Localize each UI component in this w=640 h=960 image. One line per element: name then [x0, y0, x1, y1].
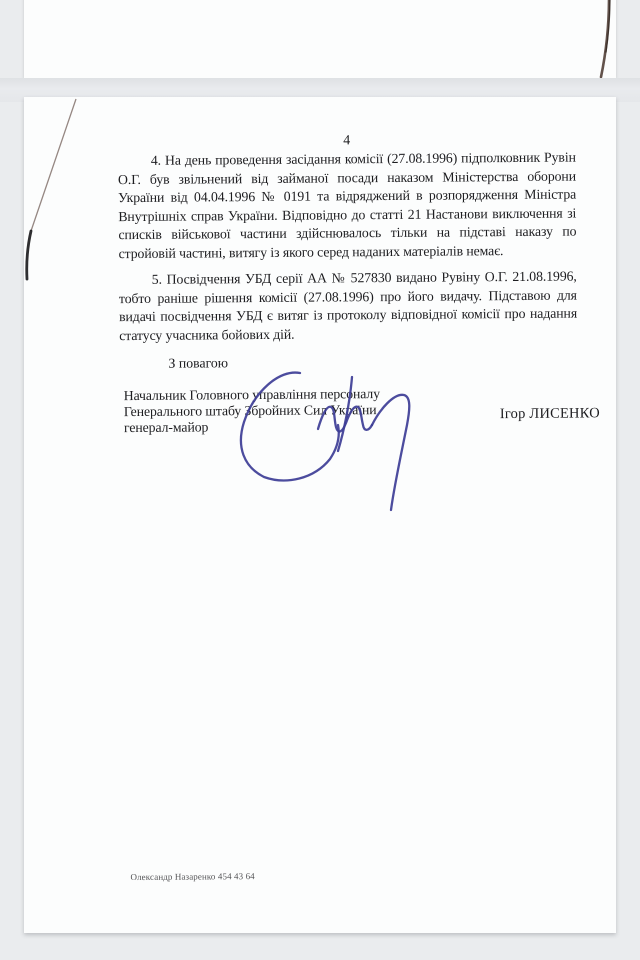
signer-position-line-3: генерал-майор — [123, 419, 209, 435]
document-page — [24, 97, 616, 933]
signer-position-line-2: Генерального штабу Збройних Сил України — [123, 401, 377, 419]
paragraph-4: 4. На день проведення засідання комісії (27.08.1996) підполковник Рувін О.Г. був звільнений від займаної посади наказом Міністерства оборони України від 04.04.1996 № 0191 та відряджений в розпорядження Міністра Внутрішніх справ України. Відповідно до статті 21 Настанови виключення зі списків військової частини здійснювалось тільки на підставі наказу по стройовій частині, витягу із якого серед наданих матеріалів немає. — [117, 149, 577, 262]
handwritten-signature — [234, 367, 419, 522]
page-curl-mark — [576, 0, 616, 78]
signer-name: Ігор ЛИСЕНКО — [499, 405, 600, 423]
page-number: 4 — [343, 133, 351, 149]
previous-page-edge — [24, 0, 616, 78]
paragraph-5: 5. Посвідчення УБД серії АА № 527830 видано Рувіну О.Г. 21.08.1996, тобто раніше рішення комісії (27.08.1996) про його видачу. Підставою для видачі посвідчення УБД є витяг із протоколу відповідної комісії про надання статусу учасника бойових дій. — [118, 268, 578, 343]
closing-salutation: З повагою — [168, 355, 229, 371]
footer-contact: Олександр Назаренко 454 43 64 — [130, 871, 255, 883]
signer-position-line-1: Начальник Головного управління персоналу — [123, 386, 381, 404]
